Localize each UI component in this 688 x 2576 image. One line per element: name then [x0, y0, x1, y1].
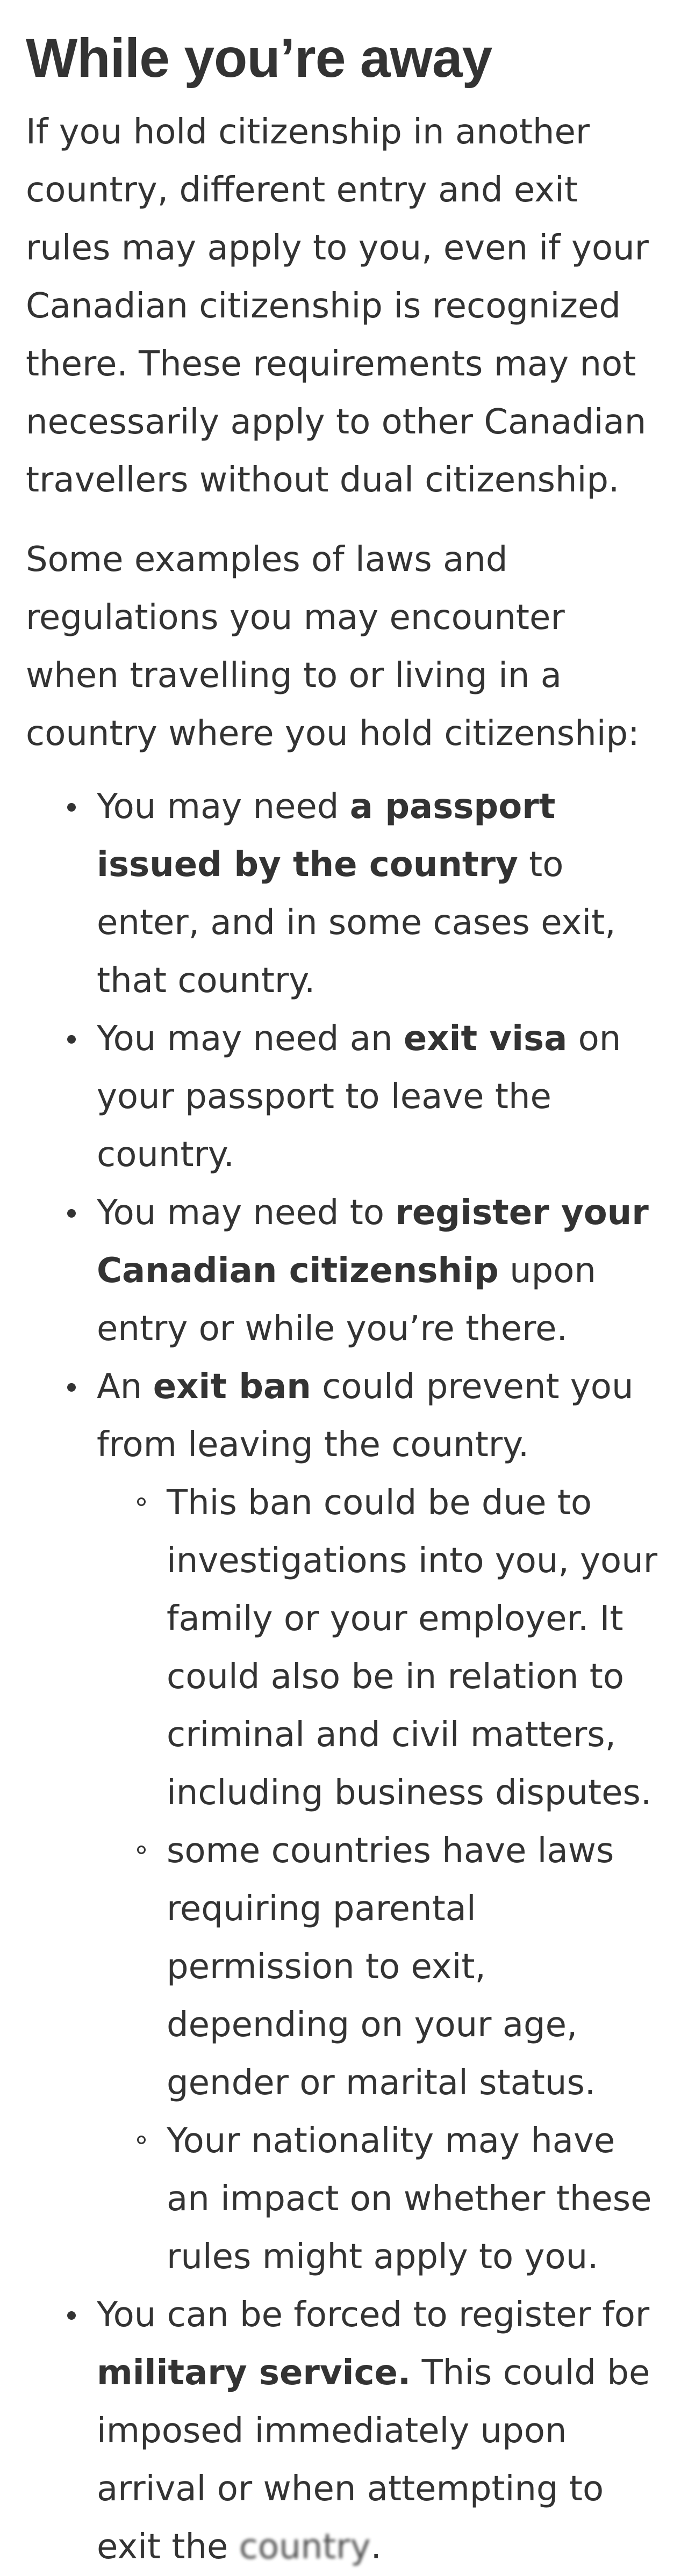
- list-item-text: could prevent you from leaving the country.: [97, 1367, 634, 1465]
- list-item-exit-visa: [97, 1010, 662, 1184]
- examples-intro-paragraph: Some examples of laws and regulations you may encounter when travelling to or living in a country where you hold citizenship:: [26, 540, 640, 754]
- section-title: While you’re away: [26, 27, 492, 89]
- list-item-bold: exit visa: [403, 1019, 568, 1059]
- sublist-item-investigations: This ban could be due to investigations into you, your family or your employer. It could also be in relation to criminal and civil matters, including business disputes.: [167, 1474, 662, 1822]
- examples-list: [26, 778, 662, 2576]
- list-item-military-service: [97, 2286, 662, 2576]
- list-item-register-citizenship: [97, 1184, 662, 1358]
- list-item-passport: [97, 778, 662, 1010]
- list-item-text: to enter, and in some cases exit, that country.: [97, 845, 616, 1001]
- list-item-bold: military service.: [97, 2353, 411, 2393]
- list-item-bold: register your Canadian citizenship: [97, 1193, 649, 1291]
- list-item-text: .: [370, 2527, 382, 2567]
- list-item-text: You can be forced to register for: [97, 2295, 650, 2335]
- list-item-text: You may need an: [97, 1019, 404, 1059]
- intro-paragraph: If you hold citizenship in another country, different entry and exit rules may apply to you, even if your Canadian citizenship is recognized there. These requirements may not necessarily apply to other Canadian travellers without dual citizenship.: [26, 112, 649, 500]
- list-item-text: An: [97, 1367, 153, 1407]
- exit-ban-sublist: [97, 1474, 662, 2286]
- sublist-item-nationality: Your nationality may have an impact on whether these rules might apply to you.: [167, 2112, 662, 2286]
- list-item-text: on your passport to leave the country.: [97, 1019, 621, 1175]
- list-item-bold: a passport issued by the country: [97, 787, 556, 885]
- list-item-text: You may need to: [97, 1193, 396, 1233]
- list-item-text: This could be imposed immediately upon arrival or when attempting to exit the: [97, 2353, 650, 2567]
- list-item-text: upon entry or while you’re there.: [97, 1251, 596, 1349]
- list-item-text: You may need: [97, 787, 350, 827]
- list-item-bold: exit ban: [153, 1367, 311, 1407]
- sublist-item-parental-permission: some countries have laws requiring parental permission to exit, depending on your age, gender or marital status.: [167, 1822, 662, 2112]
- list-item-exit-ban: [97, 1358, 662, 2286]
- obscured-word: country: [239, 2527, 371, 2567]
